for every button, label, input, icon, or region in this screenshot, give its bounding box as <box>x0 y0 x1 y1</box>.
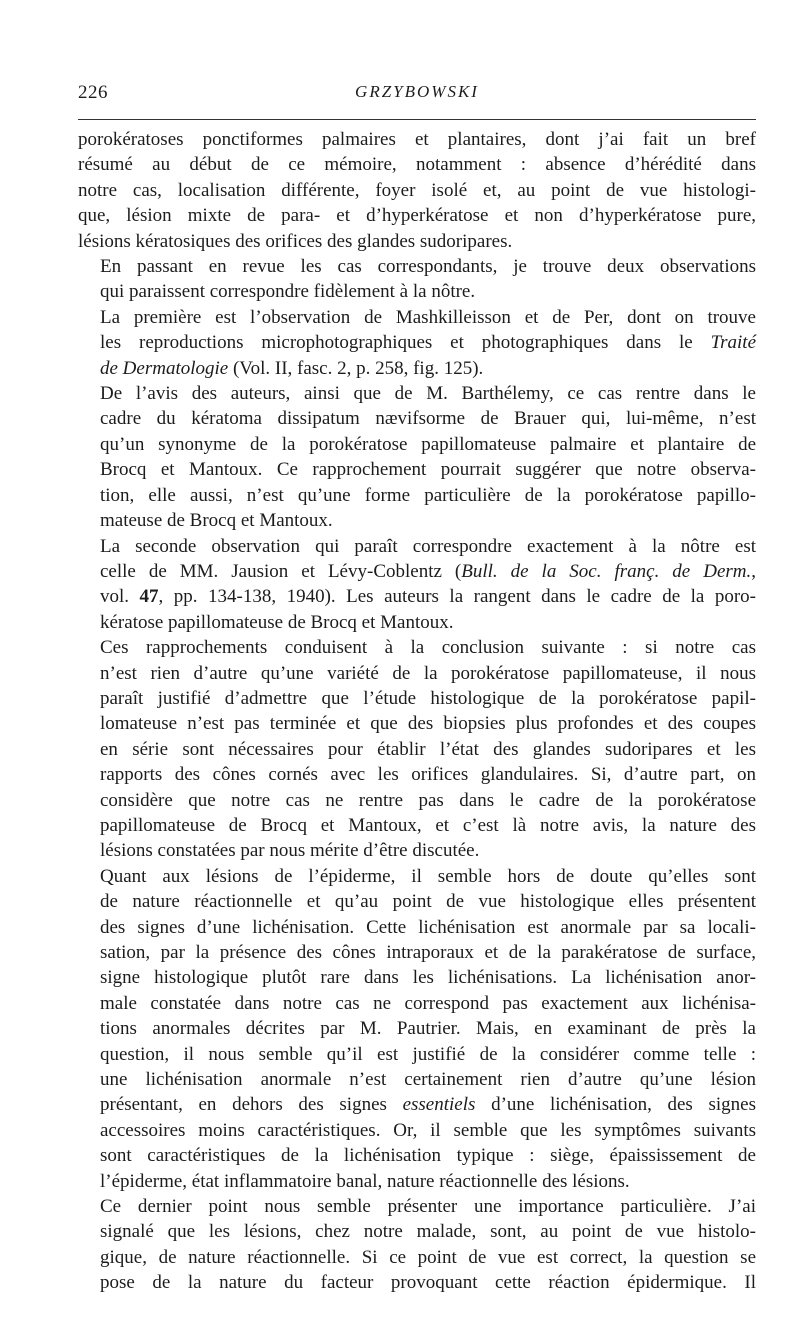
text-line: lésions kératosiques des orifices des glandes sudoripares. <box>78 230 513 252</box>
text-line: qui paraissent correspondre fidèlement à la nôtre. <box>100 281 476 303</box>
header-rule <box>78 119 756 120</box>
text-line: tions anormales décrites par M. Pautrier. Mais, en examinant de près la <box>100 1018 756 1040</box>
text-line <box>78 1092 756 1117</box>
text-line: paraît justifié d’admettre que l’étude histologique de la porokératose papil- <box>100 687 756 709</box>
text-line: pose de la nature du facteur provoquant cette réaction épidermique. Il <box>100 1272 756 1294</box>
text-line <box>78 356 756 381</box>
text-fragment: , <box>751 560 756 582</box>
text-line: tion, elle aussi, n’est qu’une forme particulière de la porokératose papillo- <box>100 484 756 506</box>
text-fragment: vol. <box>100 586 140 608</box>
text-fragment: celle de MM. Jausion et Lévy-Coblentz ( <box>100 560 462 582</box>
text-line: que, lésion mixte de para- et d’hyperkératose et non d’hyperkératose pure, <box>78 205 756 227</box>
text-line: signalé que les lésions, chez notre malade, sont, au point de vue histolo- <box>100 1221 756 1243</box>
paragraph-2 <box>78 254 756 305</box>
text-line: gique, de nature réactionnelle. Si ce point de vue est correct, la question se <box>100 1246 756 1268</box>
text-line: sont caractéristiques de la lichénisation typique : siège, épaississement de <box>100 1145 756 1167</box>
page-number: 226 <box>78 82 108 103</box>
italic-title: Traité <box>710 332 756 354</box>
running-title: GRZYBOWSKI <box>355 82 479 101</box>
text-line: papillomateuse de Brocq et Mantoux, et c’est là notre avis, la nature des <box>100 814 756 836</box>
text-fragment: (Vol. II, fasc. 2, p. 258, fig. 125). <box>228 357 484 379</box>
text-fragment: d’une lichénisation, des signes <box>475 1094 756 1116</box>
text-line: question, il nous semble qu’il est justifié de la considérer comme telle : <box>100 1043 756 1065</box>
text-line <box>78 330 756 355</box>
text-line <box>78 584 756 609</box>
text-line: La première est l’observation de Mashkilleisson et de Per, dont on trouve <box>100 306 756 328</box>
paragraph-4 <box>78 381 756 533</box>
paragraph-7 <box>78 864 756 1194</box>
paragraph-1 <box>78 127 756 254</box>
text-line: n’est rien d’autre qu’une variété de la porokératose papillomateuse, il nous <box>100 662 756 684</box>
paragraph-3 <box>78 305 756 381</box>
text-line: notre cas, localisation différente, foyer isolé et, au point de vue histologi- <box>78 179 756 201</box>
text-line: De l’avis des auteurs, ainsi que de M. Barthélemy, ce cas rentre dans le <box>100 383 756 405</box>
text-line: En passant en revue les cas correspondants, je trouve deux observations <box>100 256 756 278</box>
text-line: mateuse de Brocq et Mantoux. <box>100 510 333 532</box>
text-line: qu’un synonyme de la porokératose papillomateuse palmaire et plantaire de <box>100 433 756 455</box>
italic-title: de Dermatologie <box>100 357 229 379</box>
text-line: Ce dernier point nous semble présenter une importance particulière. J’ai <box>100 1196 756 1218</box>
italic-citation: Bull. de la Soc. franç. de Derm. <box>461 560 752 582</box>
text-line: signe histologique plutôt rare dans les lichénisations. La lichénisation anor- <box>100 967 756 989</box>
text-fragment: les reproductions microphotographiques et photographiques dans le <box>100 332 711 354</box>
text-line: en série sont nécessaires pour établir l’état des glandes sudoripares et les <box>100 738 756 760</box>
text-line: male constatée dans notre cas ne correspond pas exactement aux lichénisa- <box>100 992 756 1014</box>
text-line: Quant aux lésions de l’épiderme, il semble hors de doute qu’elles sont <box>100 865 756 887</box>
text-line: sation, par la présence des cônes intraporaux et de la parakératose de surface, <box>100 942 756 963</box>
volume-number: 47 <box>139 586 159 608</box>
text-line: lésions constatées par nous mérite d’être discutée. <box>100 840 480 862</box>
text-line: Ces rapprochements conduisent à la conclusion suivante : si notre cas <box>100 637 756 659</box>
text-line: Brocq et Mantoux. Ce rapprochement pourrait suggérer que notre observa- <box>100 459 756 481</box>
text-line: des signes d’une lichénisation. Cette lichénisation est anormale par sa locali- <box>100 916 756 938</box>
text-line: considère que notre cas ne rentre pas dans le cadre de la porokératose <box>100 789 756 811</box>
text-line: cadre du kératoma dissipatum nævifsorme de Brauer qui, lui-même, n’est <box>100 408 756 430</box>
text-line <box>78 559 756 584</box>
text-line: accessoires moins caractéristiques. Or, il semble que les symptômes suivants <box>100 1119 756 1141</box>
paragraph-6 <box>78 635 756 864</box>
text-line: l’épiderme, état inflammatoire banal, nature réactionnelle des lésions. <box>100 1170 630 1192</box>
text-line: kératose papillomateuse de Brocq et Mantoux. <box>100 611 454 633</box>
body-text <box>78 127 756 1296</box>
italic-word: essentiels <box>402 1094 476 1116</box>
page-header <box>78 82 756 112</box>
text-fragment: présentant, en dehors des signes <box>100 1094 403 1116</box>
text-line: lomateuse n’est pas terminée et que des biopsies plus profondes et des coupes <box>100 713 756 735</box>
paragraph-5 <box>78 534 756 636</box>
text-fragment: , pp. 134-138, 1940). Les auteurs la rangent dans le cadre de la poro- <box>158 586 757 608</box>
text-line: porokératoses ponctiformes palmaires et plantaires, dont j’ai fait un bref <box>78 129 756 150</box>
text-line: une lichénisation anormale n’est certainement rien d’autre qu’une lésion <box>100 1069 756 1091</box>
text-line: La seconde observation qui paraît correspondre exactement à la nôtre est <box>100 535 756 557</box>
text-line: résumé au début de ce mémoire, notamment : absence d’hérédité dans <box>78 154 756 176</box>
paragraph-8 <box>78 1194 756 1296</box>
text-line: rapports des cônes cornés avec les orifices glandulaires. Si, d’autre part, on <box>100 764 756 786</box>
text-line: de nature réactionnelle et qu’au point de vue histologique elles présentent <box>100 891 756 913</box>
